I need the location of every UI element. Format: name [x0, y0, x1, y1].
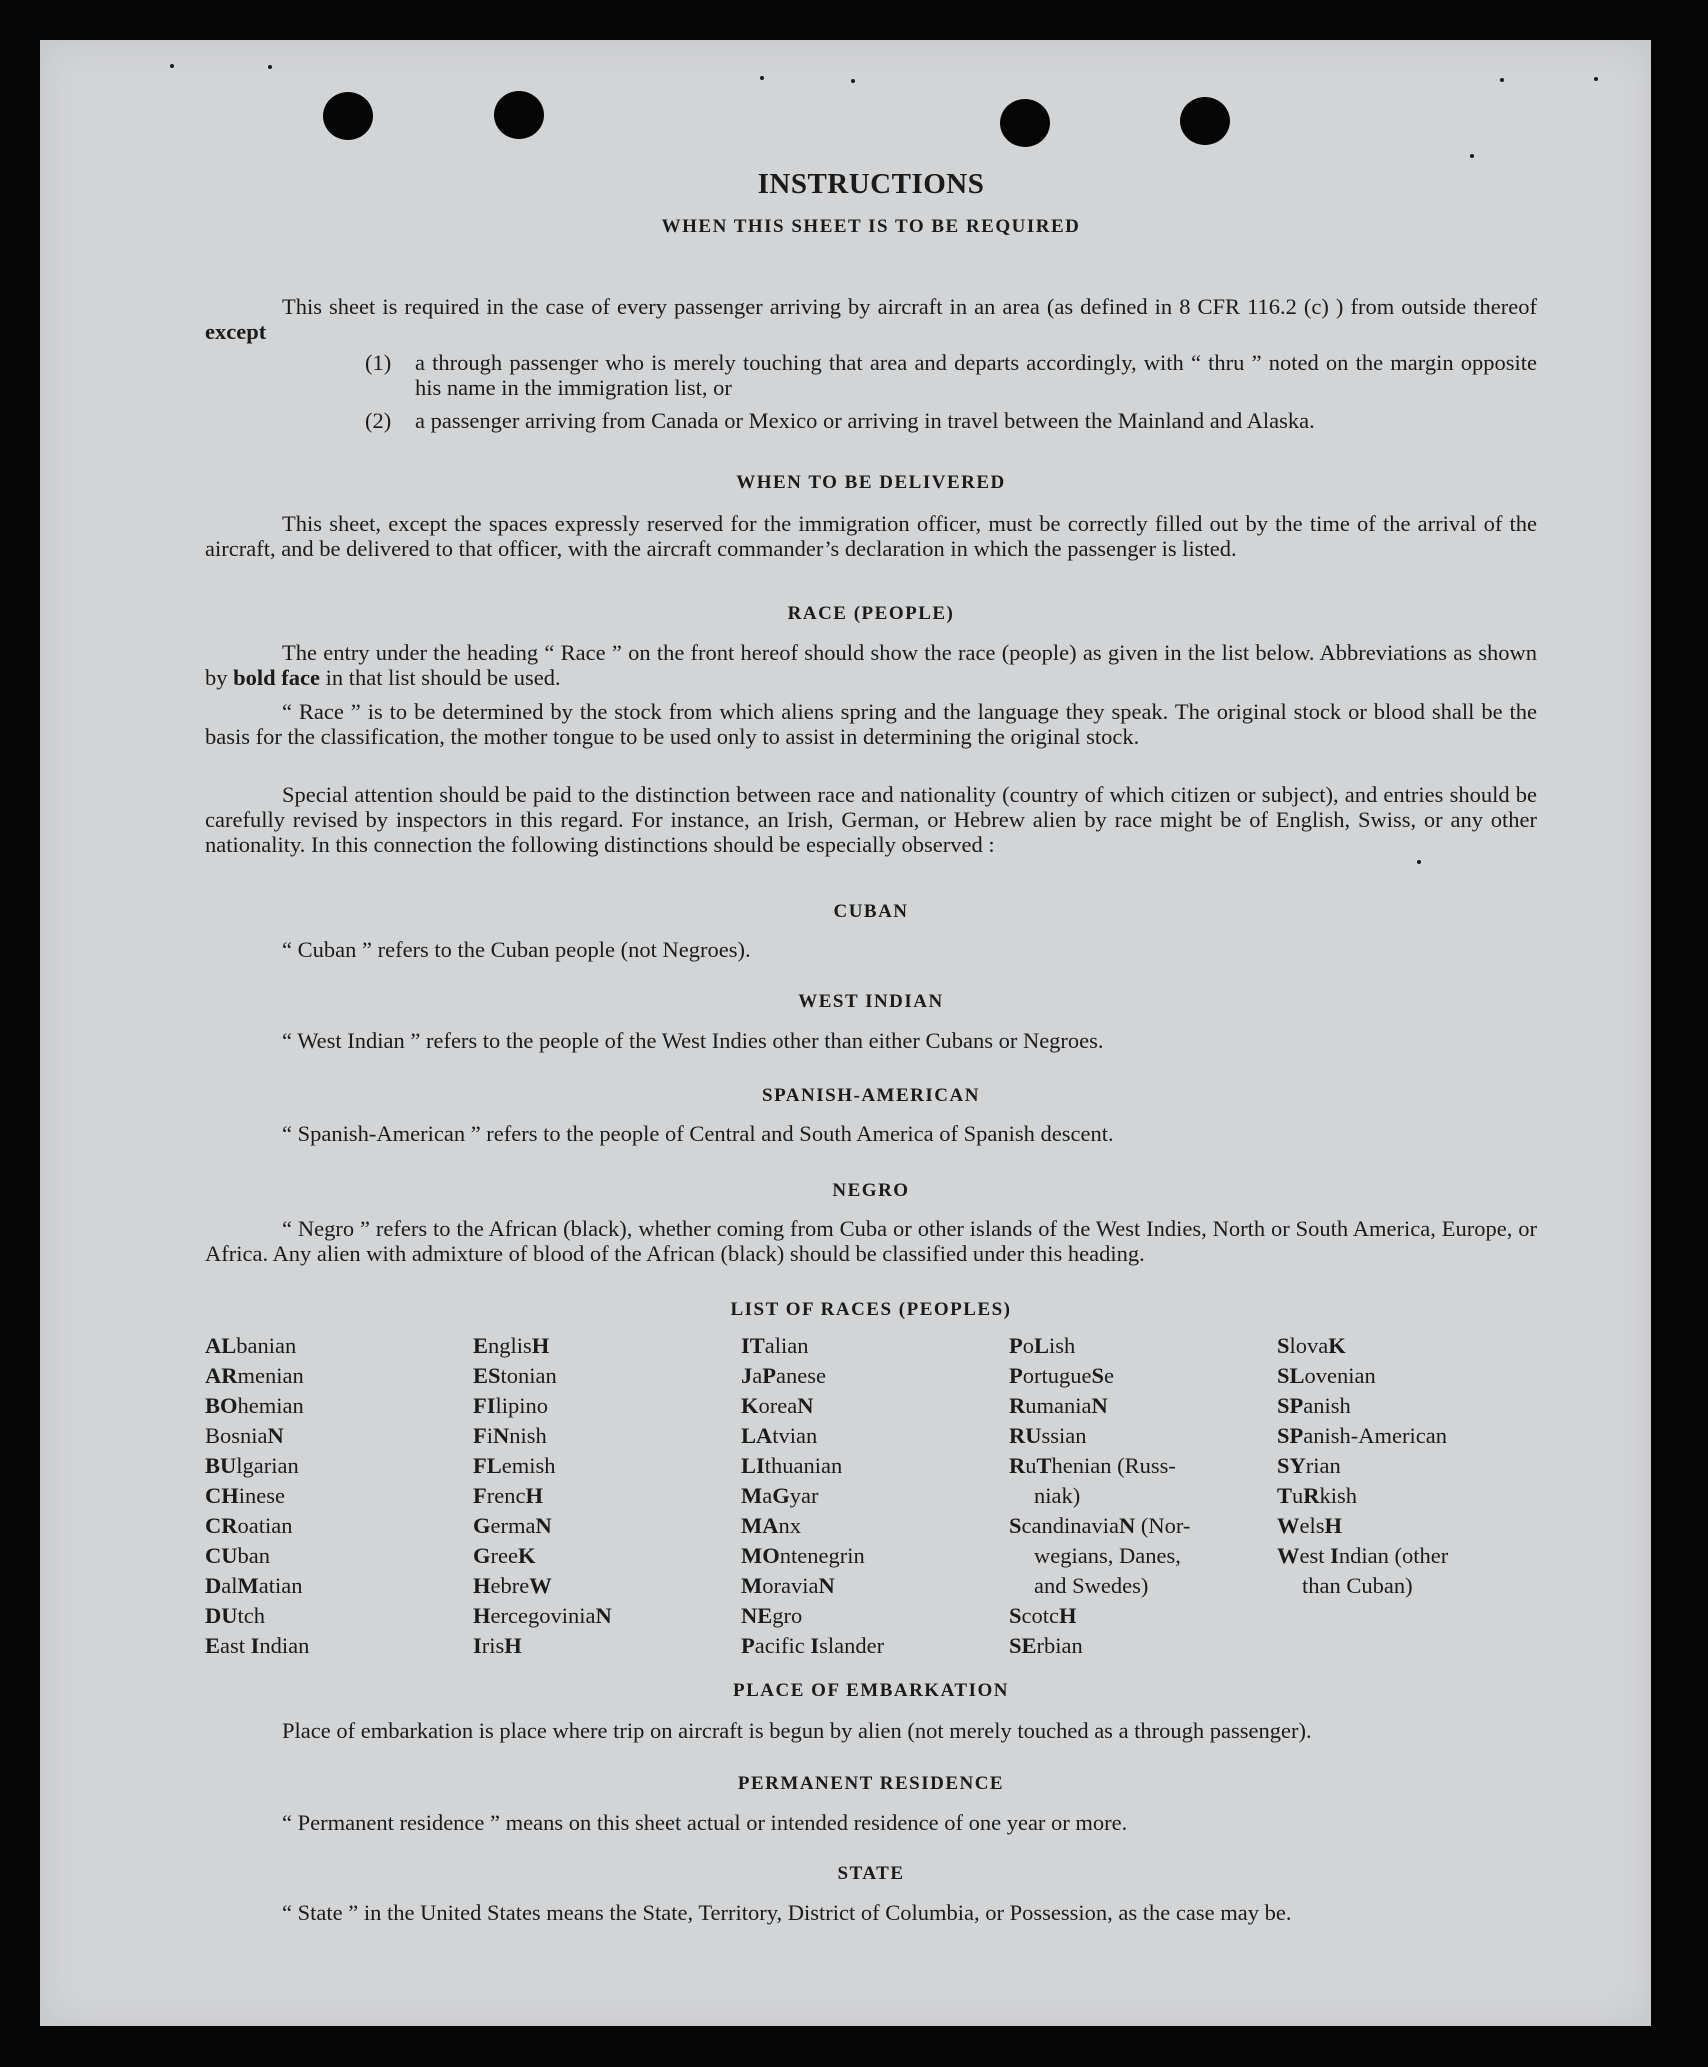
section-heading-cuban: CUBAN [833, 901, 909, 922]
list-item: GreeK [473, 1543, 536, 1568]
list-item: DUtch [205, 1603, 265, 1628]
list-item: ScandinaviaN (Nor- [1009, 1513, 1191, 1538]
list-item-continuation: than Cuban) [1302, 1573, 1413, 1598]
dust-speck [1500, 78, 1504, 82]
section-heading-list-of-races: LIST OF RACES (PEOPLES) [730, 1299, 1012, 1320]
list-item: KoreaN [741, 1393, 814, 1418]
list-item: EStonian [473, 1363, 557, 1388]
paragraph-permanent-residence: “ Permanent residence ” means on this sheet actual or intended residence of one year or more. [282, 1810, 1128, 1835]
list-item: Pacific Islander [741, 1633, 885, 1658]
paragraph-race-2: “ Race ” is to be determined by the stock from which aliens spring and the language they speak. The original stock or blood shall be the basis for the classification, the mother tongue to be used only to assist in determining the original stock. [205, 699, 1537, 749]
punch-hole [1180, 97, 1230, 145]
list-item: MAnx [741, 1513, 801, 1538]
section-heading-place-of-embarkation: PLACE OF EMBARKATION [733, 1680, 1009, 1701]
list-item-continuation: wegians, Danes, [1034, 1543, 1181, 1568]
list-item: JaPanese [741, 1363, 826, 1388]
list-item: FrencH [473, 1483, 543, 1508]
punch-hole [323, 92, 373, 140]
paragraph-state: “ State ” in the United States means the State, Territory, District of Columbia, or Possession, as the case may be. [282, 1900, 1292, 1925]
list-item: BOhemian [205, 1393, 304, 1418]
dust-speck [1417, 860, 1421, 864]
list-item: CRoatian [205, 1513, 293, 1538]
dust-speck [1470, 154, 1474, 158]
dust-speck [170, 64, 174, 68]
list-item: FLemish [473, 1453, 556, 1478]
document-sheet [40, 40, 1651, 2026]
paragraph-required: This sheet is required in the case of every passenger arriving by aircraft in an area (as defined in 8 CFR 116.2 (c) ) from outside thereof except [205, 294, 1537, 344]
list-item: FIlipino [473, 1393, 549, 1418]
paragraph-delivered: This sheet, except the spaces expressly reserved for the immigration officer, must be correctly filled out by the time of the arrival of the aircraft, and be delivered to that officer, with the aircraft commander’s declaration in which the passenger is listed. [205, 511, 1537, 561]
list-item: NEgro [741, 1603, 803, 1628]
list-item: PortugueSe [1009, 1363, 1114, 1388]
list-item: West Indian (other [1277, 1543, 1449, 1568]
list-item: SPanish [1277, 1393, 1351, 1418]
dust-speck [268, 65, 272, 69]
list-item-continuation: and Swedes) [1034, 1573, 1149, 1598]
list-item: CUban [205, 1543, 270, 1568]
list-item: RuThenian (Russ- [1009, 1453, 1176, 1478]
list-item: FiNnish [473, 1423, 547, 1448]
list-item: SErbian [1009, 1633, 1083, 1658]
paragraph-negro: “ Negro ” refers to the African (black), whether coming from Cuba or other islands of the West Indies, North or South America, Europe, or Africa. Any alien with admixture of blood of the African (black) should be classified under this heading. [205, 1216, 1537, 1266]
dust-speck [760, 76, 764, 80]
list-item: WelsH [1277, 1513, 1343, 1538]
list-item: ARmenian [205, 1363, 304, 1388]
list-item: MaGyar [741, 1483, 819, 1508]
list-item: IrisH [473, 1633, 522, 1658]
races-column-5 [1277, 1331, 1448, 1601]
list-item: SYrian [1277, 1453, 1341, 1478]
list-item: SlovaK [1277, 1333, 1346, 1358]
section-heading-when-delivered: WHEN TO BE DELIVERED [736, 472, 1006, 493]
races-column-2 [473, 1331, 612, 1661]
list-item: GermaN [473, 1513, 552, 1538]
section-heading-state: STATE [837, 1863, 905, 1884]
list-item: SLovenian [1277, 1363, 1376, 1388]
list-item: LIthuanian [741, 1453, 843, 1478]
paragraph-race-1: The entry under the heading “ Race ” on the front hereof should show the race (people) as given in the list below. Abbreviations as shown by bold face in that list should be used. [205, 640, 1537, 690]
races-column-4 [1009, 1331, 1190, 1661]
list-item: CHinese [205, 1483, 285, 1508]
section-heading-permanent-residence: PERMANENT RESIDENCE [737, 1773, 1005, 1794]
list-item-1: (1) a through passenger who is merely touching that area and departs accordingly, with “ thru ” noted on the margin opposite his name in the immigration list, or [365, 350, 1537, 400]
list-item: HebreW [473, 1573, 552, 1598]
list-item: EnglisH [473, 1333, 550, 1358]
paragraph-spanish-american: “ Spanish-American ” refers to the people of Central and South America of Spanish descent. [282, 1121, 1114, 1146]
section-heading-when-required: WHEN THIS SHEET IS TO BE REQUIRED [661, 216, 1081, 237]
races-column-1 [205, 1331, 309, 1661]
paragraph-race-3: Special attention should be paid to the distinction between race and nationality (country of which citizen or subject), and entries should be carefully revised by inspectors in this regard. For instance, an Irish, German, or Hebrew alien by race might be of English, Swiss, or any other nationality. In this connection the following distinctions should be especially observed : [205, 782, 1537, 857]
section-heading-spanish-american: SPANISH-AMERICAN [762, 1085, 980, 1106]
list-item: TuRkish [1277, 1483, 1358, 1508]
section-heading-race: RACE (PEOPLE) [787, 603, 955, 624]
list-item: DalMatian [205, 1573, 303, 1598]
punch-hole [1000, 99, 1050, 147]
punch-hole [494, 91, 544, 139]
races-column-3 [741, 1331, 884, 1661]
list-item: RumaniaN [1009, 1393, 1108, 1418]
paragraph-cuban: “ Cuban ” refers to the Cuban people (not Negroes). [282, 937, 751, 962]
list-item: ScotcH [1009, 1603, 1077, 1628]
list-item: LAtvian [741, 1423, 818, 1448]
page-title: INSTRUCTIONS [757, 168, 985, 200]
list-item: MOntenegrin [741, 1543, 865, 1568]
list-item-continuation: niak) [1034, 1483, 1081, 1508]
paragraph-west-indian: “ West Indian ” refers to the people of the West Indies other than either Cubans or Negroes. [282, 1028, 1104, 1053]
list-item: ITalian [741, 1333, 809, 1358]
section-heading-west-indian: WEST INDIAN [798, 991, 944, 1012]
list-item: PoLish [1009, 1333, 1076, 1358]
dust-speck [851, 79, 855, 83]
dust-speck [1594, 77, 1598, 81]
list-item: RUssian [1009, 1423, 1087, 1448]
list-item: BUlgarian [205, 1453, 299, 1478]
list-item: ALbanian [205, 1333, 297, 1358]
list-item-2: (2) a passenger arriving from Canada or Mexico or arriving in travel between the Mainland and Alaska. [365, 408, 1315, 433]
section-heading-negro: NEGRO [832, 1180, 910, 1201]
list-item: MoraviaN [741, 1573, 835, 1598]
list-item: SPanish-American [1277, 1423, 1447, 1448]
list-item: East Indian [205, 1633, 310, 1658]
list-item: BosniaN [205, 1423, 284, 1448]
list-item: HercegoviniaN [473, 1603, 612, 1628]
paragraph-place-of-embarkation: Place of embarkation is place where trip on aircraft is begun by alien (not merely touched as a through passenger). [282, 1718, 1312, 1743]
